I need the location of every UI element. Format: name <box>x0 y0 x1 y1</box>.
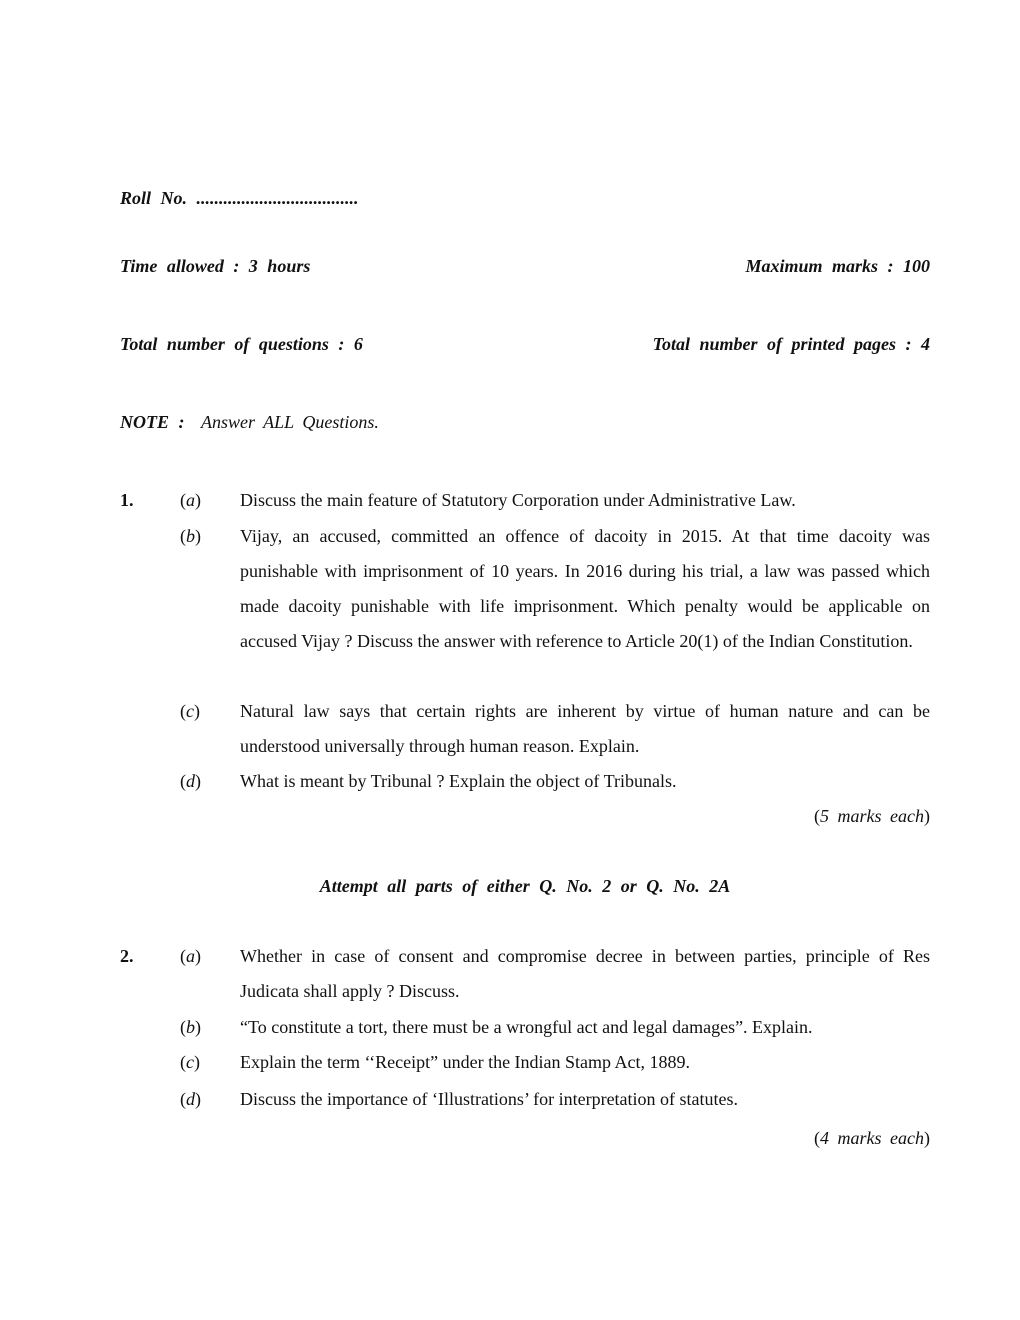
part-label: (d) <box>180 1089 201 1109</box>
marks-note: (5 marks each) <box>814 806 930 826</box>
question-2d-text: Discuss the importance of ‘Illustrations’ for interpretation of statutes. <box>240 1089 739 1109</box>
question-1d-text: What is meant by Tribunal ? Explain the object of Tribunals. <box>240 771 677 791</box>
question-2c-text: Explain the term ‘‘Receipt” under the Indian Stamp Act, 1889. <box>240 1052 691 1072</box>
note-label: NOTE : <box>120 412 185 432</box>
question-1a-text: Discuss the main feature of Statutory Corporation under Administrative Law. <box>240 490 796 510</box>
question-1b-text: Vijay, an accused, committed an offence of dacoity in 2015. At that time dacoity was punishable with imprisonment of 10 years. In 2016 during his trial, a law was passed which made dacoity punishable with life imprisonment. Which penalty would be applicable on accused Vijay ? Discuss the answer with reference to Article 20(1) of the Indian Constitution. <box>240 526 930 651</box>
question-2b-text: “To constitute a tort, there must be a wrongful act and legal damages”. Explain. <box>240 1017 813 1037</box>
note-text: Answer ALL Questions. <box>201 412 379 432</box>
question-number: 2. <box>120 946 134 966</box>
part-label: (b) <box>180 1017 201 1037</box>
question-2a-text: Whether in case of consent and compromise decree in between parties, principle of Res Judicata shall apply ? Discuss. <box>240 946 930 1001</box>
question-1c-text: Natural law says that certain rights are inherent by virtue of human nature and can be understood universally through human reason. Explain. <box>240 701 930 756</box>
total-printed-pages: Total number of printed pages : 4 <box>652 334 930 354</box>
part-label: (c) <box>180 1052 200 1072</box>
total-questions: Total number of questions : 6 <box>120 334 363 354</box>
part-label: (a) <box>180 946 201 966</box>
part-label: (a) <box>180 490 201 510</box>
attempt-instruction: Attempt all parts of either Q. No. 2 or Q. No. 2A <box>319 876 731 896</box>
part-label: (b) <box>180 526 201 546</box>
part-label: (d) <box>180 771 201 791</box>
question-number: 1. <box>120 490 134 510</box>
marks-note: (4 marks each) <box>814 1128 930 1148</box>
note <box>120 405 379 440</box>
roll-number: Roll No. .................................... <box>120 188 359 208</box>
maximum-marks: Maximum marks : 100 <box>745 256 930 276</box>
exam-page <box>120 0 930 1320</box>
part-label: (c) <box>180 701 200 721</box>
time-allowed: Time allowed : 3 hours <box>120 256 311 276</box>
